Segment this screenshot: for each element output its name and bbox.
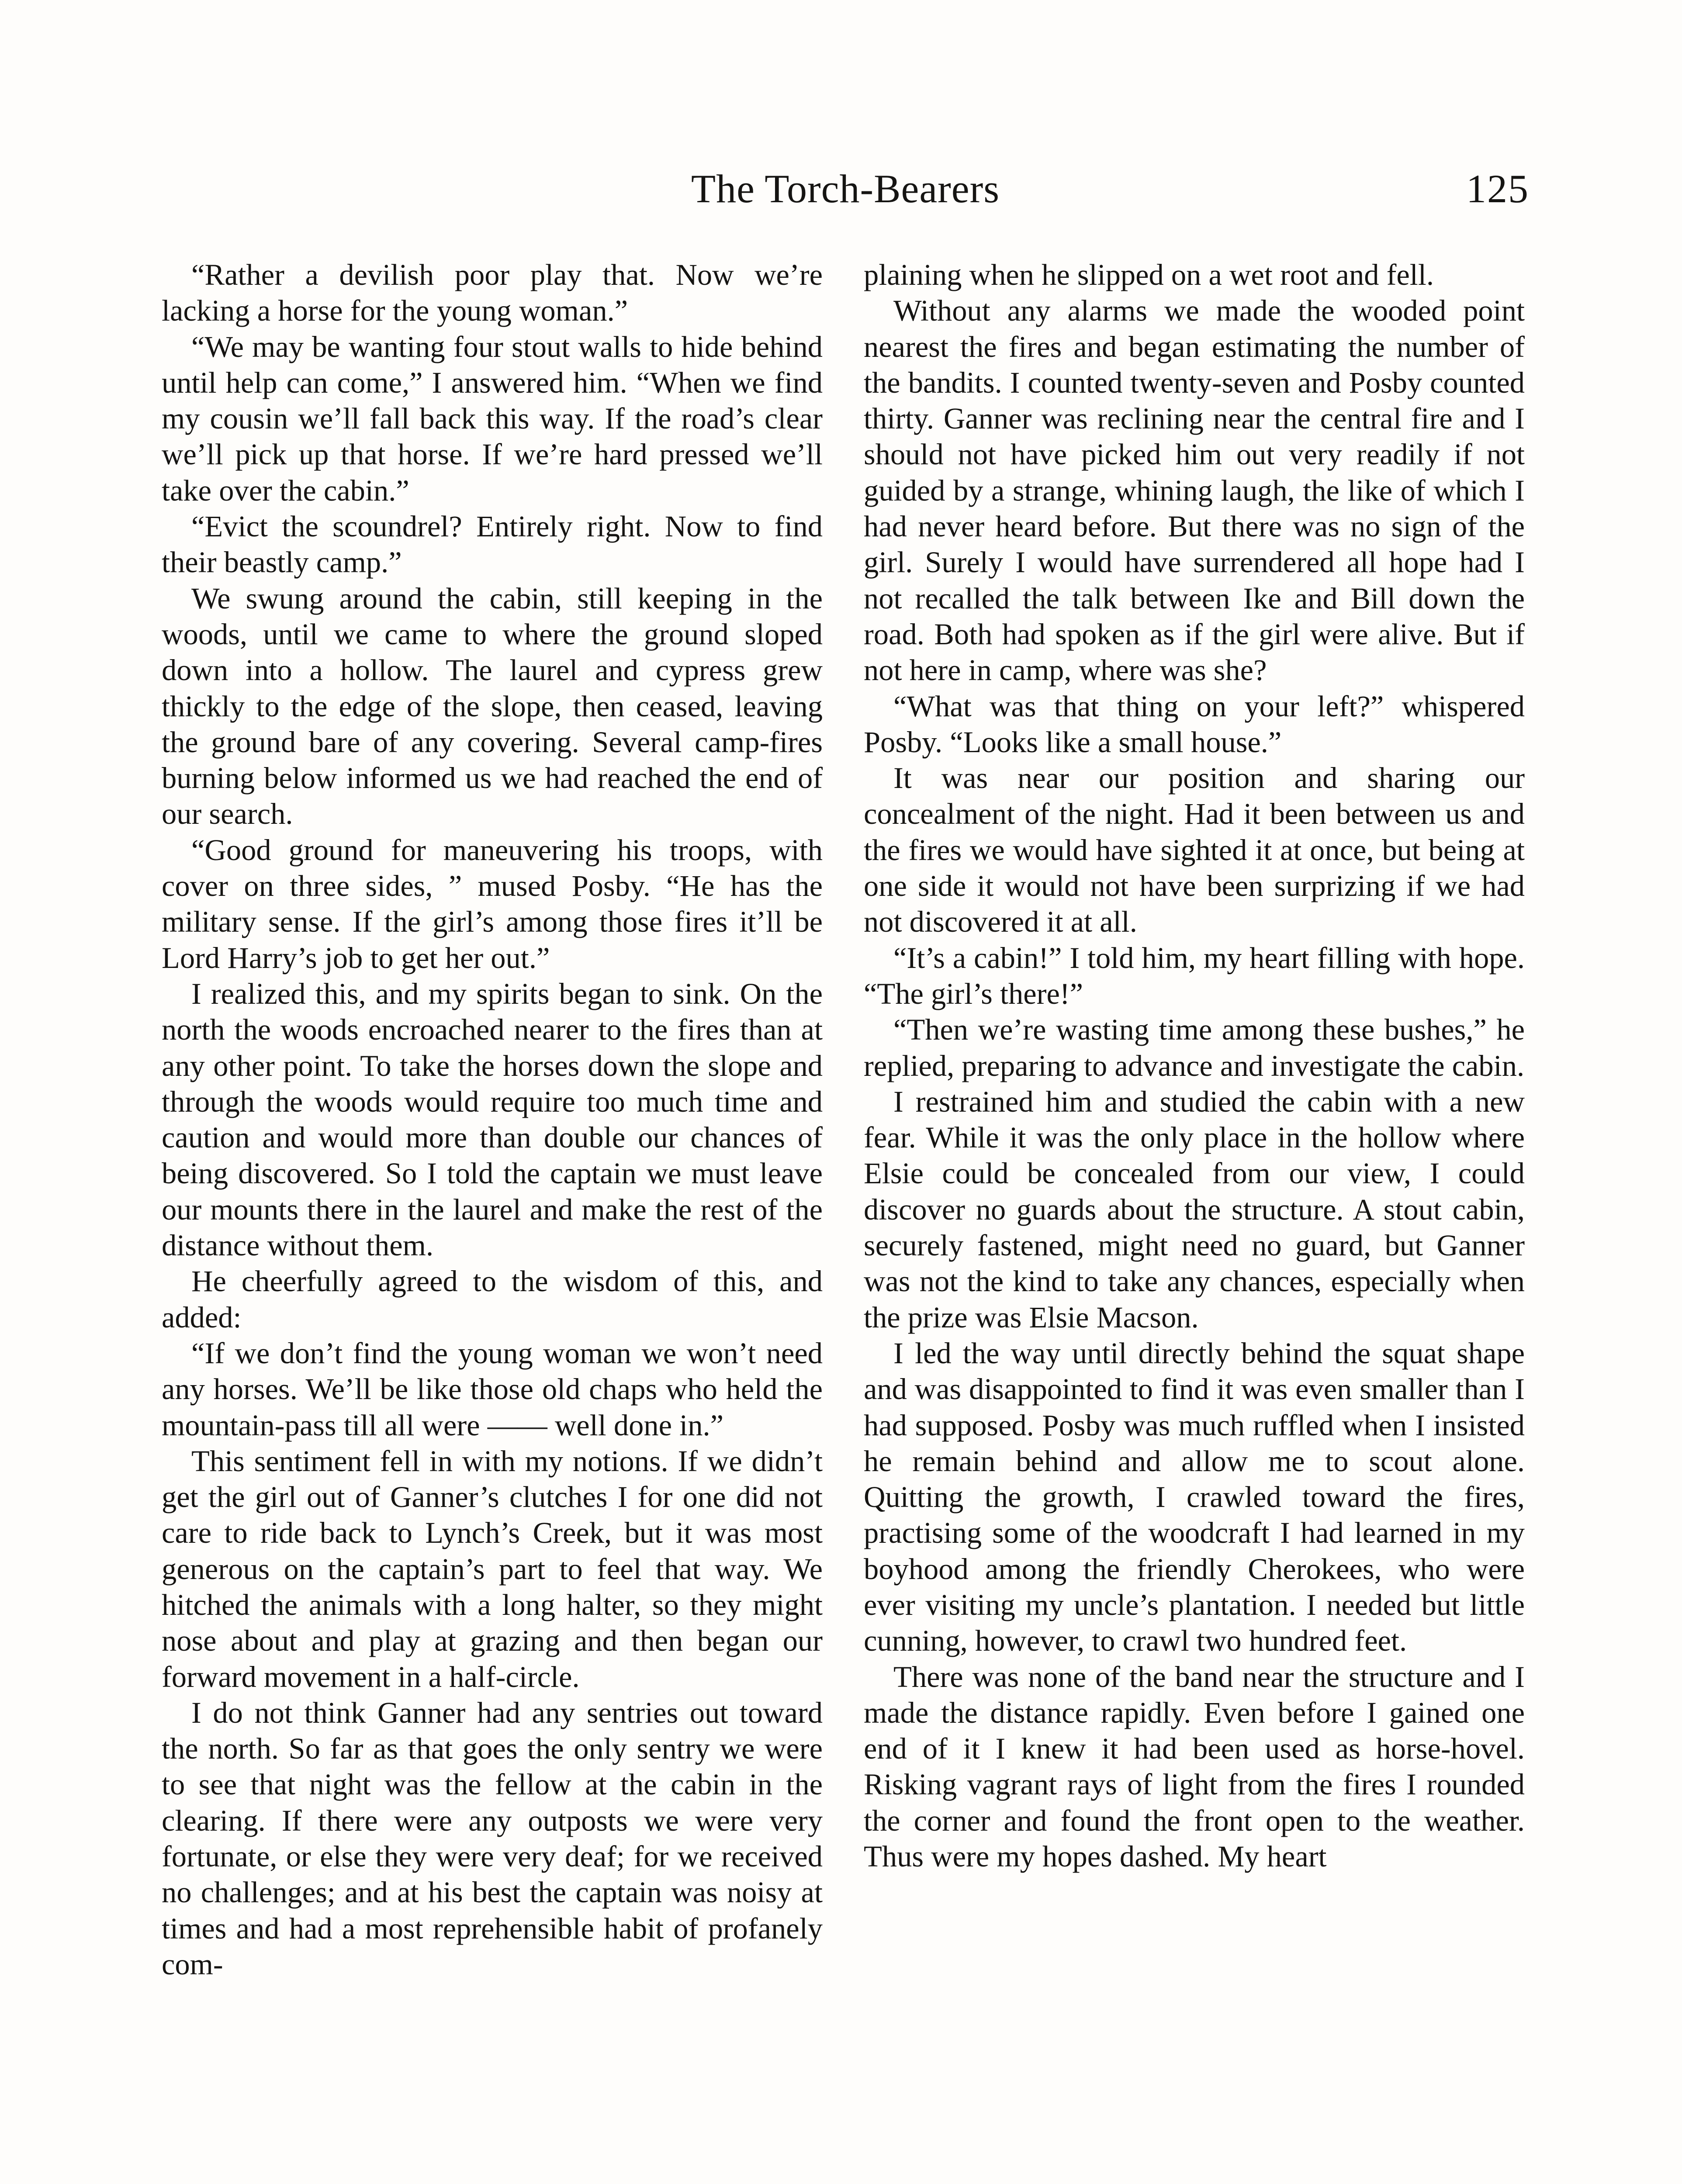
paragraph: “What was that thing on your left?” whispered Posby. “Looks like a small house.” xyxy=(864,689,1525,759)
paragraph: “If we don’t find the young woman we won’t need any horses. We’ll be like those old chaps who held the mountain-pass till all were —— well done in.” xyxy=(162,1336,823,1442)
continued-paragraph: plaining when he slipped on a wet root and fell. xyxy=(864,258,1434,291)
paragraph: He cheerfully agreed to the wisdom of this, and added: xyxy=(162,1265,823,1334)
paragraph: We swung around the cabin, still keeping in the woods, until we came to where the ground sloped down into a hollow. The laurel and cypress grew thickly to the edge of the slope, then ceased, leaving the ground bare of any covering. Several camp-fires burning below informed us we had reached the end of our search. xyxy=(162,581,823,831)
right-text-column xyxy=(864,257,1525,2184)
paragraph: “It’s a cabin!” I told him, my heart filling with hope. “The girl’s there!” xyxy=(864,941,1525,1010)
left-text-column xyxy=(162,257,823,2184)
paragraph: “Then we’re wasting time among these bushes,” he replied, preparing to advance and investigate the cabin. xyxy=(864,1013,1525,1082)
paragraph: “Evict the scoundrel? Entirely right. Now to find their beastly camp.” xyxy=(162,510,823,579)
paragraph: I do not think Ganner had any sentries out toward the north. So far as that goes the only sentry we were to see that night was the fellow at the cabin in the clearing. If there were any outposts we were very fortunate, or else they were very deaf; for we received no challenges; and at his best the captain was noisy at times and had a most reprehensible habit of profanely com- xyxy=(162,1696,823,1981)
paragraph: Without any alarms we made the wooded point nearest the fires and began estimating the number of the bandits. I counted twenty-seven and Posby counted thirty. Ganner was reclining near the central fire and I should not have picked him out very readily if not guided by a strange, whining laugh, the like of which I had never heard before. But there was no sign of the girl. Surely I would have surrendered all hope had I not recalled the talk between Ike and Bill down the road. Both had spoken as if the girl were alive. But if not here in camp, where was she? xyxy=(864,294,1525,687)
paragraph: It was near our position and sharing our concealment of the night. Had it been between us and the fires we would have sighted it at once, but being at one side it would not have been surprizing if we had not discovered it at all. xyxy=(864,761,1525,939)
paragraph: There was none of the band near the structure and I made the distance rapidly. Even before I gained one end of it I knew it had been used as horse-hovel. Risking vagrant rays of light from the fires I rounded the corner and found the front open to the weather. Thus were my hopes dashed. My heart xyxy=(864,1660,1525,1873)
paragraph: This sentiment fell in with my notions. If we didn’t get the girl out of Ganner’s clutches I for one did not care to ride back to Lynch’s Creek, but it was most generous on the captain’s part to feel that way. We hitched the animals with a long halter, so they might nose about and play at grazing and then began our forward movement in a half-circle. xyxy=(162,1444,823,1693)
paragraph: “We may be wanting four stout walls to hide behind until help can come,” I answered him. “When we find my cousin we’ll fall back this way. If the road’s clear we’ll pick up that horse. If we’re hard pressed we’ll take over the cabin.” xyxy=(162,330,823,507)
paragraph: I led the way until directly behind the squat shape and was disappointed to find it was even smaller than I had supposed. Posby was much ruffled when I insisted he remain behind and allow me to scout alone. Quitting the growth, I crawled toward the fires, practising some of the woodcraft I had learned in my boyhood among the friendly Cherokees, who were ever visiting my uncle’s plantation. I needed but little cunning, however, to crawl two hundred feet. xyxy=(864,1336,1525,1658)
page-title: The Torch-Bearers xyxy=(691,166,1000,211)
paragraph: “Rather a devilish poor play that. Now we’re lacking a horse for the young woman.” xyxy=(162,258,823,328)
page-number: 125 xyxy=(1466,166,1529,211)
paragraph: “Good ground for maneuvering his troops, with cover on three sides, ” mused Posby. “He has the military sense. If the girl’s among those fires it’ll be Lord Harry’s job to get her out.” xyxy=(162,833,823,975)
paragraph: I restrained him and studied the cabin with a new fear. While it was the only place in the hollow where Elsie could be concealed from our view, I could discover no guards about the structure. A stout cabin, securely fastened, might need no guard, but Ganner was not the kind to take any chances, especially when the prize was Elsie Macson. xyxy=(864,1085,1525,1334)
running-head xyxy=(162,162,1529,215)
paragraph: I realized this, and my spirits began to sink. On the north the woods encroached nearer to the fires than at any other point. To take the horses down the slope and through the woods would require too much time and caution and would more than double our chances of being discovered. So I told the captain we must leave our mounts there in the laurel and make the rest of the distance without them. xyxy=(162,977,823,1262)
